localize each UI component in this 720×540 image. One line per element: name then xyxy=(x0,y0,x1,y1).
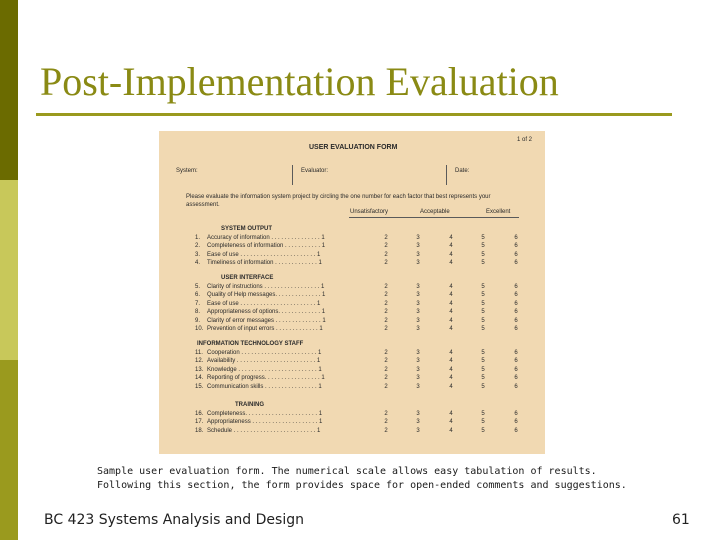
form-rating-row xyxy=(159,384,545,392)
form-rating-row xyxy=(159,350,545,358)
form-section-heading: TRAINING xyxy=(235,402,264,408)
rating-item-label: Clarity of instructions . . . . . . . . . . . . . . . . . 1 xyxy=(207,284,325,290)
rating-item-number: 7. xyxy=(195,300,201,307)
rating-option: 6 xyxy=(514,419,518,426)
rating-option: 6 xyxy=(514,358,518,365)
rating-option: 3 xyxy=(416,251,420,258)
form-rating-row xyxy=(159,260,545,268)
form-rating-row xyxy=(159,284,545,292)
decor-bar-bottom xyxy=(0,360,18,540)
rating-option: 2 xyxy=(384,383,388,390)
rating-option: 3 xyxy=(416,235,420,241)
rating-option: 4 xyxy=(449,251,453,258)
rating-option: 2 xyxy=(384,235,388,241)
form-rating-row xyxy=(159,292,545,300)
rating-option: 5 xyxy=(481,260,485,267)
rating-option: 4 xyxy=(449,411,453,417)
rating-option: 5 xyxy=(481,317,485,324)
figure-caption xyxy=(97,465,657,493)
rating-option: 3 xyxy=(416,300,420,307)
rating-option: 2 xyxy=(384,326,388,332)
rating-option: 4 xyxy=(449,309,453,316)
rating-option: 2 xyxy=(384,366,388,373)
rating-option: 3 xyxy=(416,309,420,316)
rating-option: 3 xyxy=(416,419,420,426)
rating-option: 5 xyxy=(481,358,485,365)
rating-option: 4 xyxy=(449,419,453,426)
rating-item-number: 15. xyxy=(195,383,204,390)
rating-item-label: Quality of Help messages. . . . . . . . . . . . . . 1 xyxy=(207,292,326,299)
rating-option: 6 xyxy=(514,260,518,267)
scale-mid-label: Acceptable xyxy=(420,209,450,215)
rating-option: 2 xyxy=(384,317,388,324)
rating-item-number: 2. xyxy=(195,243,201,250)
decor-bar-top xyxy=(0,0,18,180)
form-evaluator-label: Evaluator: xyxy=(301,168,329,174)
rating-option: 2 xyxy=(384,411,388,417)
rating-option: 5 xyxy=(481,366,485,373)
rating-item-label: Clarity of error messages . . . . . . . . . . . . . . 1 xyxy=(207,317,326,324)
rating-option: 4 xyxy=(449,292,453,299)
rating-option: 4 xyxy=(449,366,453,373)
rating-option: 2 xyxy=(384,375,388,382)
slide-title: Post-Implementation Evaluation xyxy=(40,59,559,104)
rating-option: 6 xyxy=(514,235,518,241)
rating-option: 4 xyxy=(449,326,453,332)
rating-option: 4 xyxy=(449,427,453,434)
rating-item-number: 8. xyxy=(195,309,201,316)
rating-item-number: 9. xyxy=(195,317,201,324)
rating-item-label: Cooperation . . . . . . . . . . . . . . . . . . . . . . . 1 xyxy=(207,350,322,356)
rating-item-label: Knowledge . . . . . . . . . . . . . . . . . . . . . . . . 1 xyxy=(207,366,322,373)
rating-option: 2 xyxy=(384,292,388,299)
rating-option: 5 xyxy=(481,350,485,356)
rating-option: 3 xyxy=(416,260,420,267)
rating-option: 4 xyxy=(449,317,453,324)
page-number: 61 xyxy=(672,512,690,528)
rating-option: 6 xyxy=(514,309,518,316)
rating-option: 5 xyxy=(481,251,485,258)
form-rating-row xyxy=(159,309,545,317)
form-system-label: System: xyxy=(176,168,198,174)
rating-option: 2 xyxy=(384,243,388,250)
rating-option: 4 xyxy=(449,358,453,365)
rating-item-number: 10. xyxy=(195,326,204,332)
rating-option: 4 xyxy=(449,284,453,290)
form-title: USER EVALUATION FORM xyxy=(309,144,398,151)
rating-item-label: Completeness of information . . . . . . . . . . . 1 xyxy=(207,243,326,250)
form-rating-row xyxy=(159,375,545,383)
rating-option: 5 xyxy=(481,411,485,417)
rating-item-number: 11. xyxy=(195,350,203,356)
scale-rule xyxy=(349,217,519,218)
rating-option: 5 xyxy=(481,427,485,434)
rating-option: 5 xyxy=(481,235,485,241)
rating-option: 2 xyxy=(384,350,388,356)
rating-option: 5 xyxy=(481,383,485,390)
rating-option: 5 xyxy=(481,375,485,382)
rating-item-label: Communication skills . . . . . . . . . . . . . . . . 1 xyxy=(207,383,322,390)
rating-item-number: 4. xyxy=(195,260,201,267)
rating-item-label: Timeliness of information . . . . . . . . . . . . . 1 xyxy=(207,260,322,267)
rating-option: 3 xyxy=(416,366,420,373)
rating-item-label: Reporting of progress. . . . . . . . . . . . . . . . . 1 xyxy=(207,375,325,382)
rating-item-number: 16. xyxy=(195,411,204,417)
form-divider xyxy=(292,165,293,185)
rating-option: 2 xyxy=(384,427,388,434)
form-rating-row xyxy=(159,252,545,260)
rating-option: 4 xyxy=(449,350,453,356)
scale-high-label: Excellent xyxy=(486,209,511,215)
rating-option: 2 xyxy=(384,260,388,267)
rating-option: 3 xyxy=(416,383,420,390)
rating-option: 3 xyxy=(416,411,420,417)
rating-option: 6 xyxy=(514,366,518,373)
rating-option: 5 xyxy=(481,419,485,426)
rating-option: 5 xyxy=(481,284,485,290)
rating-item-number: 6. xyxy=(195,292,201,299)
rating-item-number: 18. xyxy=(195,427,204,434)
caption-line: Following this section, the form provides space for open-ended comments and suggestions. xyxy=(97,480,627,491)
rating-option: 6 xyxy=(514,317,518,324)
rating-item-label: Ease of use . . . . . . . . . . . . . . . . . . . . . . . 1 xyxy=(207,251,321,258)
rating-item-number: 5. xyxy=(195,284,201,290)
form-page-indicator: 1 of 2 xyxy=(517,137,533,143)
form-date-label: Date: xyxy=(455,168,470,174)
rating-item-label: Schedule . . . . . . . . . . . . . . . . . . . . . . . . . 1 xyxy=(207,427,321,434)
rating-option: 6 xyxy=(514,251,518,258)
rating-option: 6 xyxy=(514,383,518,390)
rating-option: 6 xyxy=(514,326,518,332)
rating-option: 3 xyxy=(416,284,420,290)
form-section-heading: INFORMATION TECHNOLOGY STAFF xyxy=(197,341,304,347)
rating-option: 2 xyxy=(384,284,388,290)
rating-option: 3 xyxy=(416,243,420,250)
rating-item-label: Appropriateness of options. . . . . . . . . . . . . 1 xyxy=(207,309,326,316)
decor-bar-middle xyxy=(0,180,18,360)
rating-item-number: 1. xyxy=(195,235,201,241)
rating-option: 3 xyxy=(416,375,420,382)
form-instructions: Please evaluate the information system project by circling the one number for each factor that best represents your assessment. xyxy=(186,194,491,208)
form-rating-row xyxy=(159,326,545,334)
form-section-heading: SYSTEM OUTPUT xyxy=(221,226,273,232)
rating-option: 6 xyxy=(514,292,518,299)
rating-item-number: 3. xyxy=(195,251,201,258)
rating-option: 3 xyxy=(416,358,420,365)
rating-option: 3 xyxy=(416,350,420,356)
rating-option: 6 xyxy=(514,411,518,417)
rating-option: 6 xyxy=(514,243,518,250)
rating-item-number: 17. xyxy=(195,419,204,426)
rating-item-label: Accuracy of information . . . . . . . . . . . . . . . 1 xyxy=(207,235,325,241)
rating-option: 3 xyxy=(416,292,420,299)
form-rating-row xyxy=(159,243,545,251)
rating-option: 6 xyxy=(514,284,518,290)
rating-option: 2 xyxy=(384,358,388,365)
rating-item-label: Appropriateness . . . . . . . . . . . . . . . . . . . . 1 xyxy=(207,419,323,426)
rating-option: 4 xyxy=(449,243,453,250)
rating-item-label: Ease of use . . . . . . . . . . . . . . . . . . . . . . . 1 xyxy=(207,300,321,307)
rating-option: 5 xyxy=(481,309,485,316)
rating-option: 4 xyxy=(449,300,453,307)
rating-option: 6 xyxy=(514,300,518,307)
rating-option: 5 xyxy=(481,292,485,299)
rating-option: 3 xyxy=(416,317,420,324)
caption-line: Sample user evaluation form. The numerical scale allows easy tabulation of results. xyxy=(97,466,597,477)
rating-option: 2 xyxy=(384,309,388,316)
form-rating-row xyxy=(159,367,545,375)
form-rating-row xyxy=(159,428,545,436)
form-rating-row xyxy=(159,419,545,427)
rating-option: 3 xyxy=(416,326,420,332)
rating-option: 4 xyxy=(449,383,453,390)
rating-option: 5 xyxy=(481,326,485,332)
title-underline xyxy=(36,113,672,116)
rating-item-label: Completeness. . . . . . . . . . . . . . . . . . . . . . 1 xyxy=(207,411,323,417)
form-divider xyxy=(446,165,447,185)
form-rating-row xyxy=(159,235,545,243)
form-section-heading: USER INTERFACE xyxy=(221,275,274,281)
rating-option: 4 xyxy=(449,235,453,241)
scale-low-label: Unsatisfactory xyxy=(350,209,389,215)
rating-item-number: 12. xyxy=(195,358,204,365)
rating-option: 5 xyxy=(481,243,485,250)
rating-item-label: Prevention of input errors . . . . . . . . . . . . . 1 xyxy=(207,326,323,332)
rating-option: 6 xyxy=(514,375,518,382)
rating-option: 6 xyxy=(514,350,518,356)
rating-option: 3 xyxy=(416,427,420,434)
evaluation-form-image xyxy=(159,131,545,454)
course-footer: BC 423 Systems Analysis and Design xyxy=(44,512,304,528)
rating-item-number: 13. xyxy=(195,366,204,373)
rating-option: 5 xyxy=(481,300,485,307)
rating-item-number: 14. xyxy=(195,375,204,382)
form-rating-row xyxy=(159,301,545,309)
form-rating-row xyxy=(159,318,545,326)
rating-option: 4 xyxy=(449,260,453,267)
rating-option: 2 xyxy=(384,251,388,258)
rating-item-label: Availability . . . . . . . . . . . . . . . . . . . . . . . . 1 xyxy=(207,358,321,365)
form-rating-row xyxy=(159,358,545,366)
rating-option: 2 xyxy=(384,300,388,307)
form-rating-row xyxy=(159,411,545,419)
rating-option: 4 xyxy=(449,375,453,382)
rating-option: 6 xyxy=(514,427,518,434)
rating-option: 2 xyxy=(384,419,388,426)
